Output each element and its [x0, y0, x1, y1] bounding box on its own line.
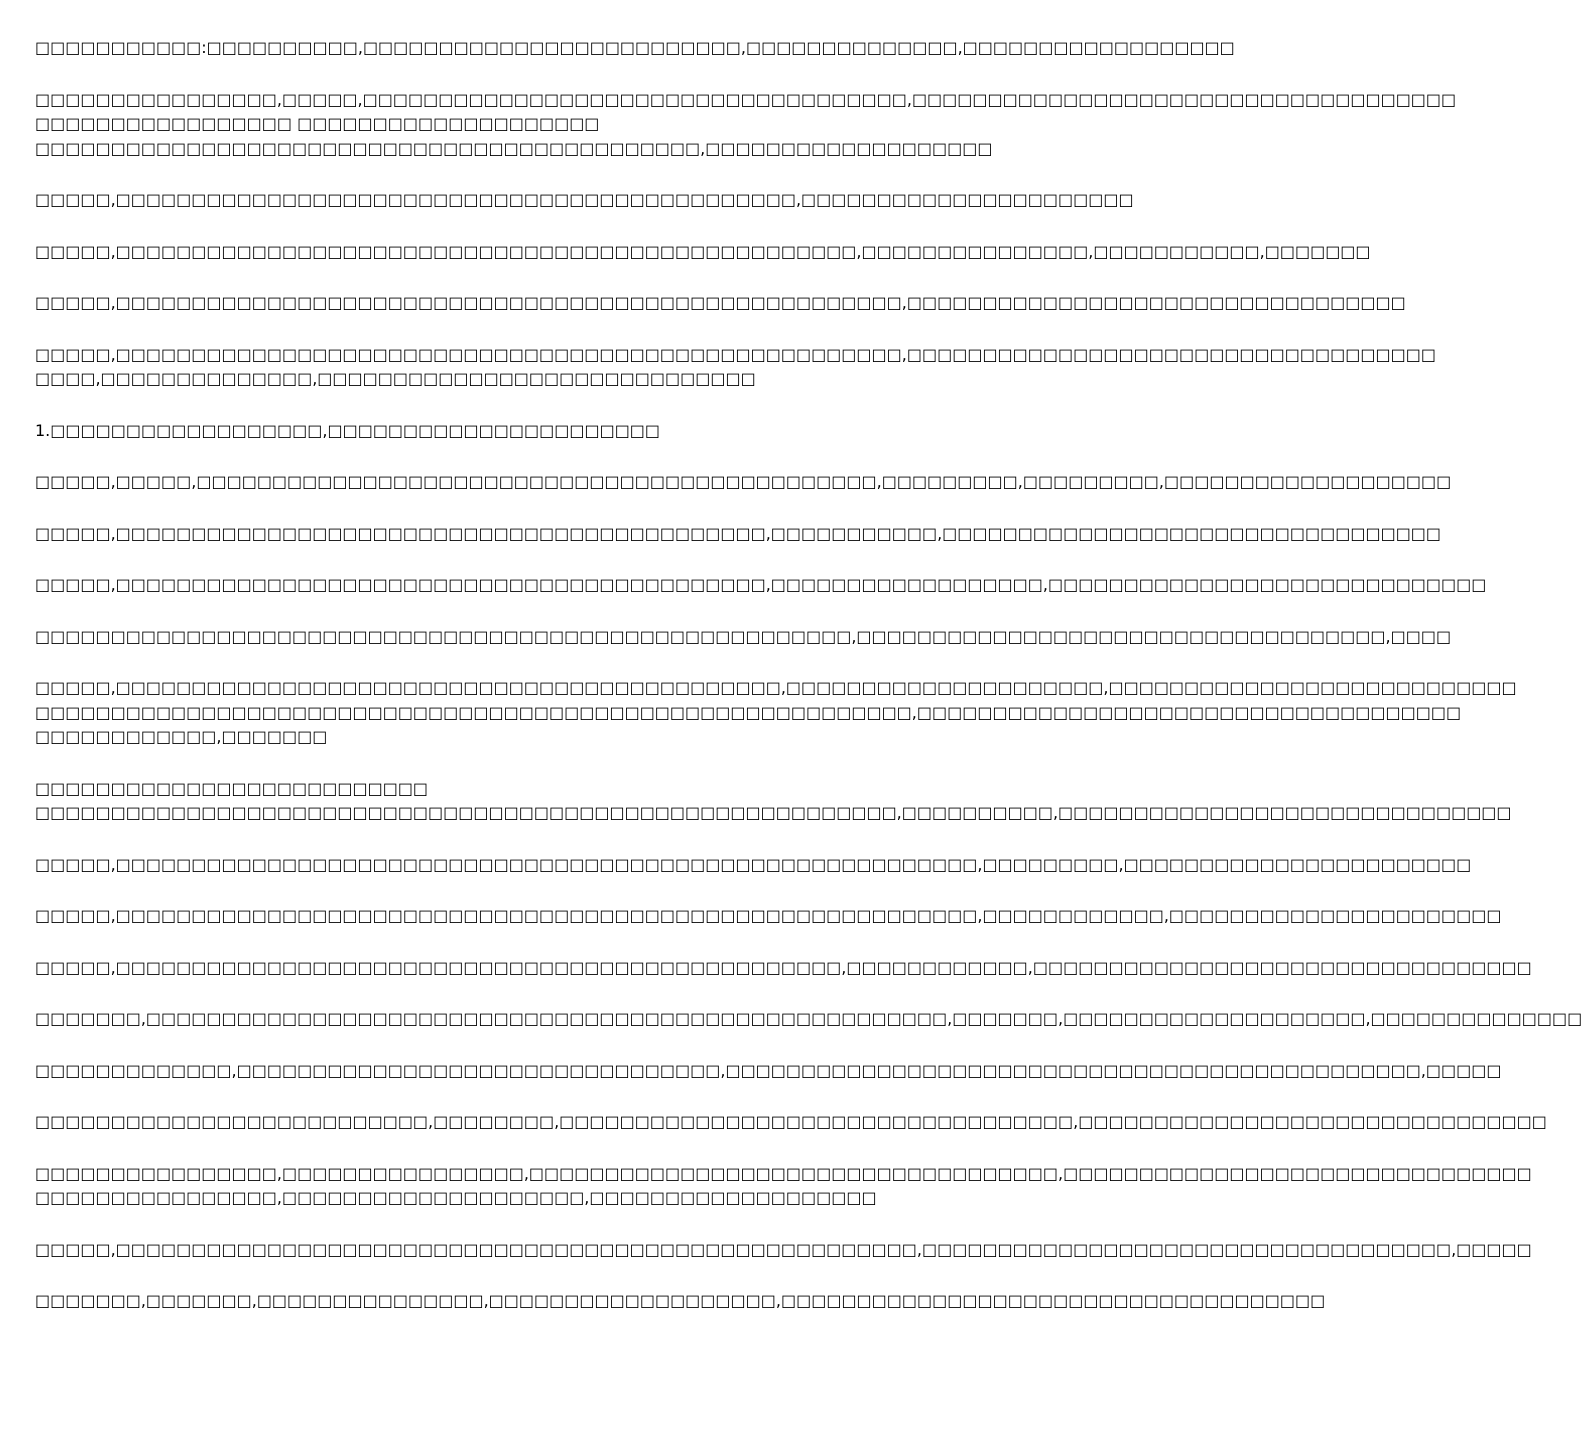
paragraph: [35, 419, 990, 444]
paragraph: [35, 88, 1457, 162]
text-line: 1.□□□□□□□□□□□□□□□□□□,□□□□□□□□□□□□□□□□□□□□□□: [35, 420, 661, 440]
paragraph: [35, 676, 1517, 750]
text-line: □□□□□,□□□□□□□□□□□□□□□□□□□□□□□□□□□□□□□□□□□□□□□□□□□□□□□□□,□□□□□□□□□□□□□□□,□□□□□□□□□□□,□□□□□□□: [35, 241, 1371, 261]
text-line: □□□□□□□□□□□□□□□□,□□□□□□□□□□□□□□□□,□□□□□□□□□□□□□□□□□□□□□□□□□□□□□□□□□□□,□□□□□□□□□□□□□□□□□□□□□□□□□□□□□□□: [35, 1163, 1532, 1183]
paragraph: [35, 522, 1442, 547]
paragraph: [35, 1110, 1547, 1135]
text-line: □□□□□□□,□□□□□□□□□□□□□□□□□□□□□□□□□□□□□□□□□□□□□□□□□□□□□□□□□□□□□,□□□□□□□,□□□□□□□□□□□□□□□□□□□□,□□□□□□□□□□□□□□: [35, 1009, 1582, 1028]
paragraph: [35, 1059, 1502, 1084]
paragraph: [35, 240, 1371, 265]
paragraph: [35, 343, 1436, 392]
text-line: □□□□□,□□□□□□□□□□□□□□□□□□□□□□□□□□□□□□□□□□□□□□□□□□□□□,□□□□□□□□□□□□□□□□□□□□□□: [35, 190, 1134, 209]
text-line: □□□□□,□□□□□□□□□□□□□□□□□□□□□□□□□□□□□□□□□□□□□□□□□□□□,□□□□□□□□□□□□□□□□□□□□□,□□□□□□□□□□□□□□□□□□□□□□□□□□□: [35, 678, 1517, 697]
text-line: □□□□□□□□□□□□□,□□□□□□□□□□□□□□□□□□□□□□□□□□□□□□□□,□□□□□□□□□□□□□□□□□□□□□□□□□□□□□□□□□□□□□□□□□□□□□□,□□□□□: [35, 1060, 1502, 1080]
paragraph: [35, 1238, 1532, 1263]
paragraph: [35, 956, 1532, 981]
text-line: □□□□□□□□□□□□□□□□□□□□□□□□□□□□□□□□□□□□□□□□□□□□□□□□□□□□□□□□□,□□□□□□□□□□,□□□□□□□□□□□□□□□□□□□□□□□□□□□□□□: [35, 803, 1512, 822]
text-line: □□□□□,□□□□□□□□□□□□□□□□□□□□□□□□□□□□□□□□□□□□□□□□□□□,□□□□□□□□□□□,□□□□□□□□□□□□□□□□□□□□□□□□□□□□□□□□□: [35, 523, 1442, 543]
paragraph: [35, 777, 1512, 826]
text-line: □□□□□□□□□□□□□□□□,□□□□□,□□□□□□□□□□□□□□□□□□□□□□□□□□□□□□□□□□□□,□□□□□□□□□□□□□□□□□□□□□□□□□□□□□□□□□□□□: [35, 89, 1457, 109]
text-line: □□□□,□□□□□□□□□□□□□□,□□□□□□□□□□□□□□□□□□□□□□□□□□□□□: [35, 369, 756, 388]
document-body: [35, 36, 1582, 1341]
paragraph: [35, 470, 1452, 495]
paragraph: [35, 573, 1487, 598]
text-line: □□□□□□□□□□□□□□□□□□□□□□□□□□: [35, 778, 429, 798]
text-line: □□□□□□□,□□□□□□□,□□□□□□□□□□□□□□□,□□□□□□□□□□□□□□□□□□□,□□□□□□□□□□□□□□□□□□□□□□□□□□□□□□□□□□□□: [35, 1291, 1326, 1310]
paragraph: [35, 625, 1452, 650]
text-line: □□□□□□□□□□□□□□□□□ □□□□□□□□□□□□□□□□□□□□: [35, 114, 600, 133]
paragraph: [35, 291, 1406, 316]
paragraph: [35, 188, 1134, 213]
text-line: □□□□□□□□□□□□□□□□,□□□□□□□□□□□□□□□□□□□□,□□□□□□□□□□□□□□□□□□□: [35, 1188, 877, 1207]
text-line: □□□□□,□□□□□□□□□□□□□□□□□□□□□□□□□□□□□□□□□□□□□□□□□□□□□□□□□□□□□,□□□□□□□□□□□□□□□□□□□□□□□□□□□□□□□□□□□,□□□□□: [35, 1239, 1532, 1259]
text-line: □□□□□,□□□□□□□□□□□□□□□□□□□□□□□□□□□□□□□□□□□□□□□□□□□□□□□□□□□□□□□□□,□□□□□□□□□,□□□□□□□□□□□□□□□□□□□□□□□: [35, 854, 1472, 874]
text-line: □□□□□□□□□□□□,□□□□□□□: [35, 727, 328, 746]
paragraph: [35, 1289, 1326, 1314]
paragraph: [35, 36, 1235, 61]
paragraph: [35, 1007, 1582, 1032]
text-line: □□□□□□□□□□□□□□□□□□□□□□□□□□□□□□□□□□□□□□□□□□□□□□□□□□□□□□,□□□□□□□□□□□□□□□□□□□□□□□□□□□□□□□□□□□,□□□□: [35, 626, 1452, 646]
text-line: □□□□□□□□□□□□□□□□□□□□□□□□□□□□□□□□□□□□□□□□□□□□□□□□□□□□□□□□□□,□□□□□□□□□□□□□□□□□□□□□□□□□□□□□□□□□□□□: [35, 702, 1462, 722]
text-line: □□□□□□□□□□□□□□□□□□□□□□□□□□,□□□□□□□□,□□□□□□□□□□□□□□□□□□□□□□□□□□□□□□□□□□,□□□□□□□□□□□□□□□□□□□□□□□□□□□□□□□: [35, 1112, 1547, 1131]
text-line: □□□□□□□□□□□:□□□□□□□□□□,□□□□□□□□□□□□□□□□□□□□□□□□□,□□□□□□□□□□□□□□,□□□□□□□□□□□□□□□□□□: [35, 38, 1235, 57]
text-line: □□□□□,□□□□□□□□□□□□□□□□□□□□□□□□□□□□□□□□□□□□□□□□□□□□□□□□□□□□,□□□□□□□□□□□□□□□□□□□□□□□□□□□□□□□□□: [35, 293, 1406, 312]
text-line: □□□□□,□□□□□□□□□□□□□□□□□□□□□□□□□□□□□□□□□□□□□□□□□□□□□□□□□□□□□□□□□,□□□□□□□□□□□□,□□□□□□□□□□□□□□□□□□□□□□: [35, 906, 1502, 925]
paragraph: [35, 1162, 1532, 1211]
text-line: □□□□□,□□□□□□□□□□□□□□□□□□□□□□□□□□□□□□□□□□□□□□□□□□□,□□□□□□□□□□□□□□□□□□,□□□□□□□□□□□□□□□□□□□□□□□□□□□□□: [35, 575, 1487, 594]
text-line: □□□□□,□□□□□,□□□□□□□□□□□□□□□□□□□□□□□□□□□□□□□□□□□□□□□□□□□□□,□□□□□□□□□,□□□□□□□□□,□□□□□□□□□□□□□□□□□□□: [35, 472, 1452, 491]
text-line: □□□□□□□□□□□□□□□□□□□□□□□□□□□□□□□□□□□□□□□□□□□□,□□□□□□□□□□□□□□□□□□□: [35, 138, 993, 158]
text-line: □□□□□,□□□□□□□□□□□□□□□□□□□□□□□□□□□□□□□□□□□□□□□□□□□□□□□□□□□□,□□□□□□□□□□□□□□□□□□□□□□□□□□□□□□□□□□□: [35, 344, 1436, 364]
paragraph: [35, 853, 1472, 878]
text-line: □□□□□,□□□□□□□□□□□□□□□□□□□□□□□□□□□□□□□□□□□□□□□□□□□□□□□□,□□□□□□□□□□□□,□□□□□□□□□□□□□□□□□□□□□□□□□□□□□□□□□: [35, 957, 1532, 977]
paragraph: [35, 904, 1502, 929]
